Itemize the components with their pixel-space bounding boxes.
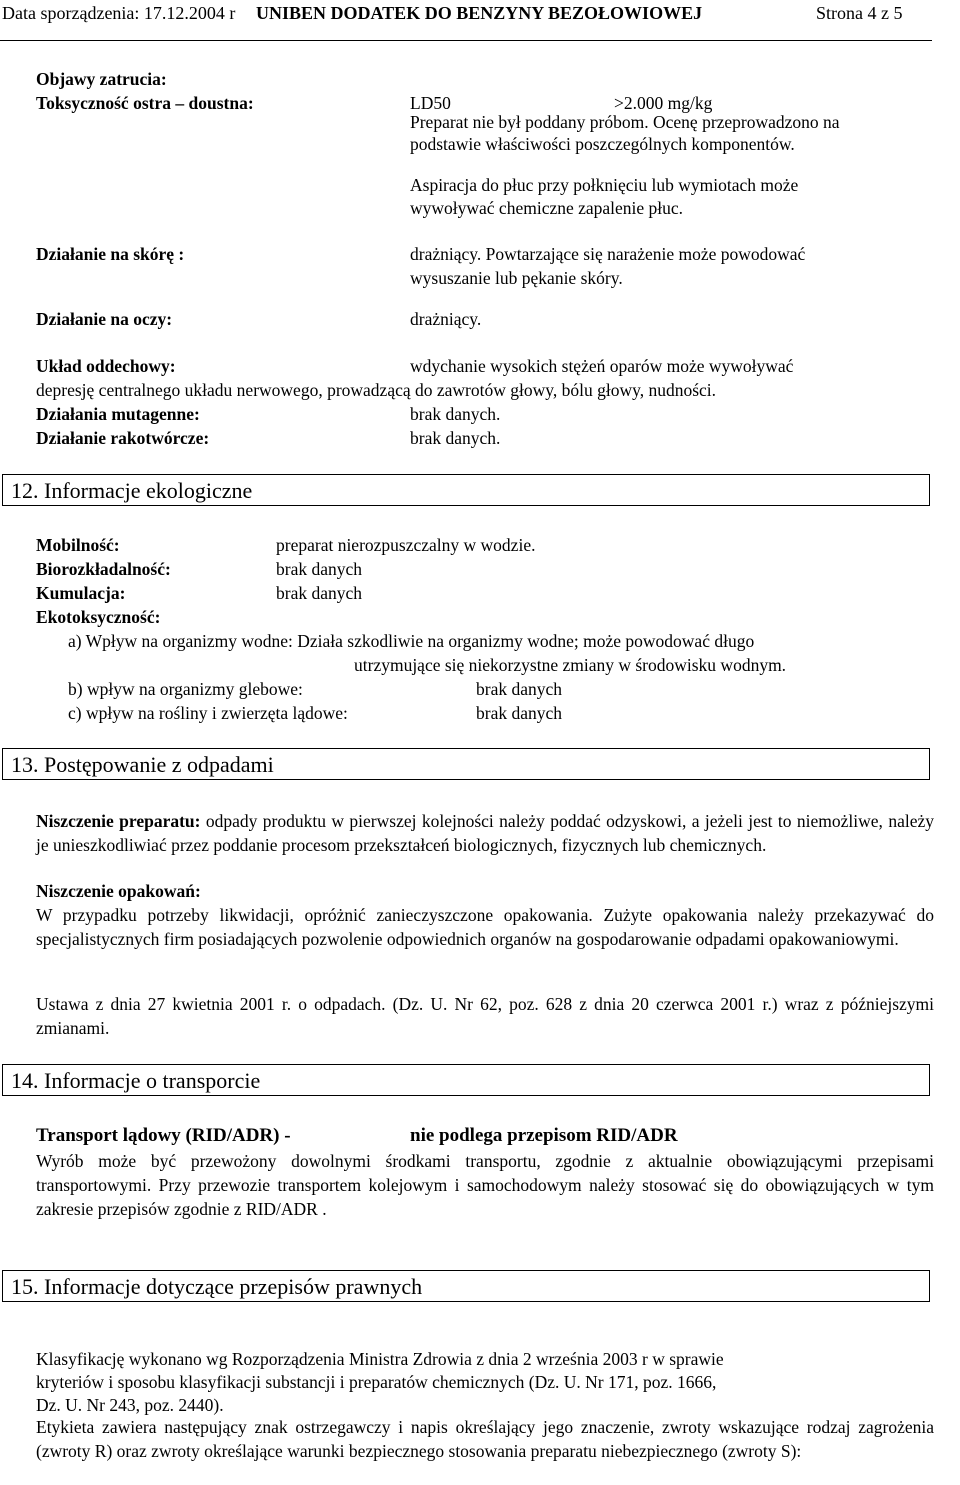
skin-effect-label: Działanie na skórę : — [36, 244, 185, 264]
section-13-header — [2, 748, 930, 780]
classification-line-2: kryteriów i sposobu klasyfikacji substancji i preparatów chemicznych (Dz. U. Nr 171, poz. 1666, — [36, 1372, 717, 1392]
carcinogenic-value: brak danych. — [410, 428, 501, 448]
page-header — [0, 0, 960, 30]
ecotox-land-value: brak danych — [476, 703, 563, 723]
header-rule — [0, 40, 932, 41]
ecotox-soil-value: brak danych — [476, 679, 563, 699]
header-page-number: Strona 4 z 5 — [816, 3, 903, 23]
road-transport-label: Transport lądowy (RID/ADR) - — [36, 1125, 291, 1146]
waste-product-paragraph — [36, 809, 934, 857]
aspiration-line-2: wywoływać chemiczne zapalenie płuc. — [410, 198, 684, 218]
section-13-title: 13. Postępowanie z odpadami — [11, 752, 274, 777]
section-14-title: 14. Informacje o transporcie — [11, 1068, 261, 1093]
waste-packaging-text: W przypadku potrzeby likwidacji, opróżnić zanieczyszczone opakowania. Zużyte opakowania należy przekazywać do specjalistycznych firm posiadających pozwolenie odpowiednich organów na gospodarowanie odpadami opakowaniowymi. — [36, 905, 934, 949]
respiratory-line-2: depresję centralnego układu nerwowego, prowadzącą do zawrotów głowy, bólu głowy, nudności. — [36, 380, 717, 400]
symptoms-heading: Objawy zatrucia: — [36, 69, 167, 89]
skin-effect-line-2: wysuszanie lub pękanie skóry. — [410, 268, 623, 288]
classification-line-1: Klasyfikację wykonano wg Rozporządzenia Ministra Zdrowia z dnia 2 września 2003 r w sprawie — [36, 1349, 724, 1369]
respiratory-label: Układ oddechowy: — [36, 356, 176, 376]
waste-law-text: Ustawa z dnia 27 kwietnia 2001 r. o odpadach. (Dz. U. Nr 62, poz. 628 z dnia 20 czerwca 2001 r.) wraz z późniejszymi zmianami. — [36, 994, 934, 1038]
acute-toxicity-label: Toksyczność ostra – doustna: — [36, 93, 254, 113]
ecotox-aquatic-line-2: utrzymujące się niekorzystne zmiany w środowisku wodnym. — [354, 655, 787, 675]
ecotox-land-label: c) wpływ na rośliny i zwierzęta lądowe: — [68, 703, 348, 723]
biodegradability-label: Biorozkładalność: — [36, 559, 171, 579]
mobility-value: preparat nierozpuszczalny w wodzie. — [276, 535, 536, 555]
eye-effect-value: drażniący. — [410, 309, 482, 329]
respiratory-line-1: wdychanie wysokich stężeń oparów może wywoływać — [410, 356, 794, 376]
aspiration-line-1: Aspiracja do płuc przy połknięciu lub wymiotach może — [410, 175, 799, 195]
ecotoxicity-label: Ekotoksyczność: — [36, 607, 161, 627]
ecotox-aquatic-line-1: a) Wpływ na organizmy wodne: Działa szkodliwie na organizmy wodne; może powodować długo — [68, 631, 755, 651]
section-12-header — [2, 474, 930, 506]
eye-effect-label: Działanie na oczy: — [36, 309, 173, 329]
accumulation-value: brak danych — [276, 583, 363, 603]
header-date: Data sporządzenia: 17.12.2004 r — [2, 3, 236, 23]
section-12-title: 12. Informacje ekologiczne — [11, 478, 253, 503]
header-title: UNIBEN DODATEK DO BENZYNY BEZOŁOWIOWEJ — [256, 3, 703, 23]
waste-product-label: Niszczenie preparatu: — [36, 811, 201, 831]
skin-effect-line-1: drażniący. Powtarzające się narażenie może powodować — [410, 244, 806, 264]
mutagenic-label: Działania mutagenne: — [36, 404, 200, 424]
road-transport-value: nie podlega przepisom RID/ADR — [410, 1125, 678, 1146]
waste-packaging-label: Niszczenie opakowań: — [36, 881, 201, 901]
biodegradability-value: brak danych — [276, 559, 363, 579]
accumulation-label: Kumulacja: — [36, 583, 126, 603]
acute-note-line-1: Preparat nie był poddany próbom. Ocenę przeprowadzono na — [410, 112, 840, 132]
ld50-label: LD50 — [410, 93, 451, 113]
acute-note-line-2: podstawie właściwości poszczególnych komponentów. — [410, 134, 795, 154]
section-15-header — [2, 1270, 930, 1302]
classification-line-3: Dz. U. Nr 243, poz. 2440). — [36, 1395, 224, 1415]
waste-product-text: odpady produktu w pierwszej kolejności należy poddać odzyskowi, a jeżeli jest to niemożliwe, należy je unieszkodliwiać przez poddanie procesom przekształceń biologicznych, fizycznych lub chemicznych. — [36, 811, 934, 855]
section-15-title: 15. Informacje dotyczące przepisów prawnych — [11, 1274, 423, 1299]
ld50-value: >2.000 mg/kg — [614, 93, 713, 113]
carcinogenic-label: Działanie rakotwórcze: — [36, 428, 210, 448]
mutagenic-value: brak danych. — [410, 404, 501, 424]
mobility-label: Mobilność: — [36, 535, 120, 555]
label-contents-text: Etykieta zawiera następujący znak ostrzegawczy i napis określający jego znaczenie, zwroty wskazujące rodzaj zagrożenia (zwroty R) oraz zwroty określające warunki bezpiecznego stosowania preparatu niebezpiecznego (zwroty S): — [36, 1417, 934, 1461]
ecotox-soil-label: b) wpływ na organizmy glebowe: — [68, 679, 303, 699]
transport-text: Wyrób może być przewożony dowolnymi środkami transportu, zgodnie z aktualnie obowiązującymi przepisami transportowymi. Przy przewozie transportem kolejowym i samochodowym należy stosować się do obowiązujących w tym zakresie przepisów zgodnie z RID/ADR . — [36, 1151, 934, 1219]
section-14-header — [2, 1064, 930, 1096]
